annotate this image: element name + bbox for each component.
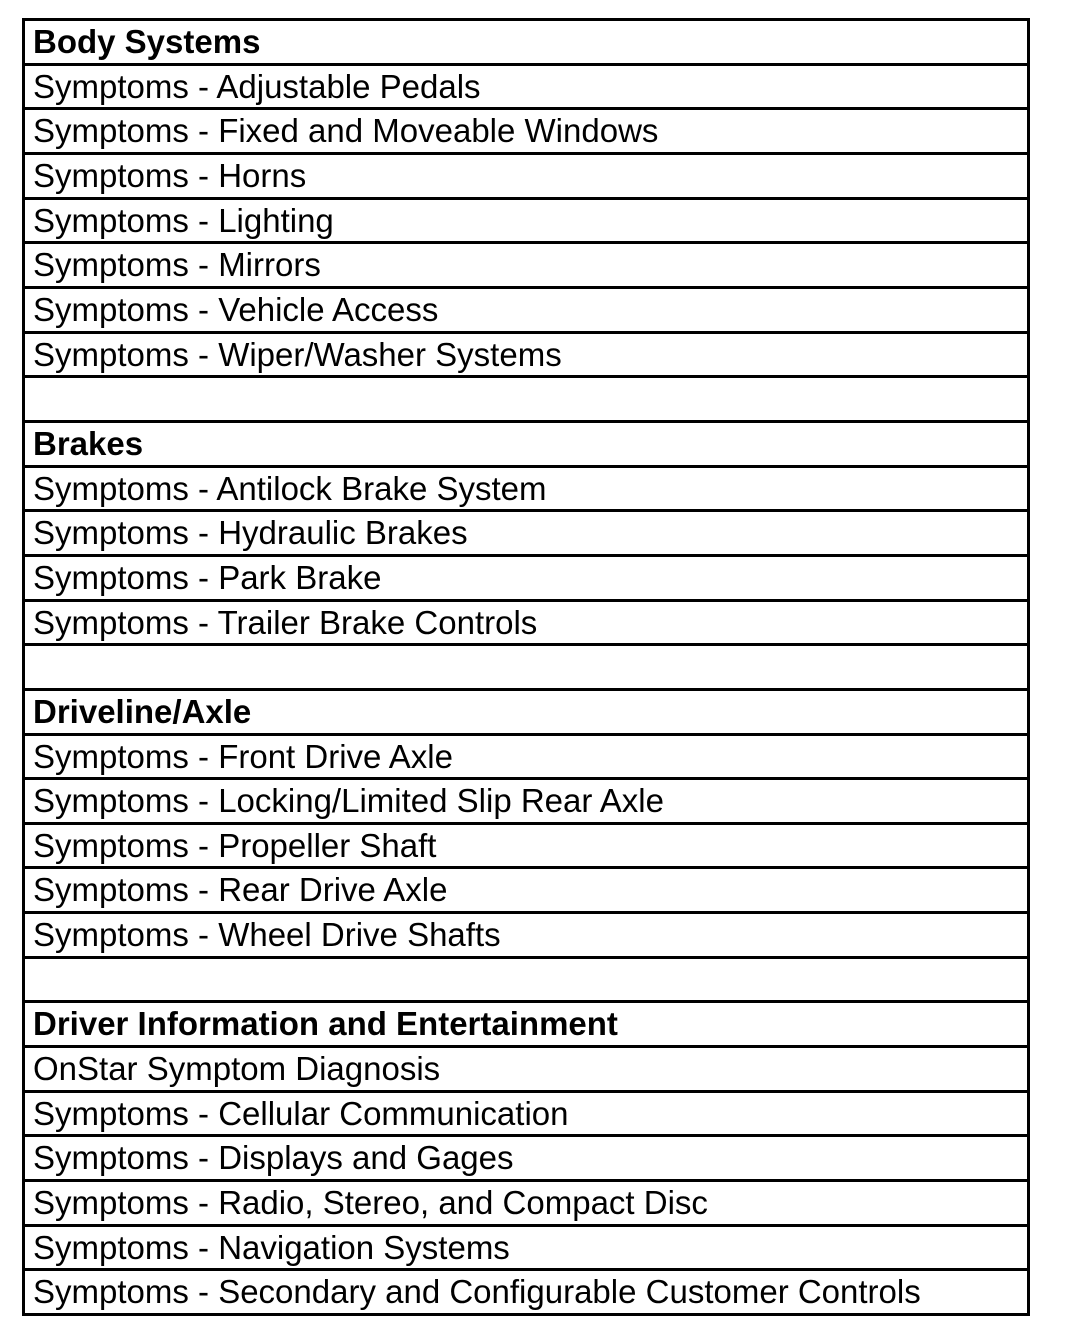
list-item-hydraulic-brakes[interactable]: Symptoms - Hydraulic Brakes bbox=[25, 512, 1027, 557]
list-item-antilock-brake-system[interactable]: Symptoms - Antilock Brake System bbox=[25, 468, 1027, 513]
list-item-front-drive-axle[interactable]: Symptoms - Front Drive Axle bbox=[25, 736, 1027, 781]
symptom-table bbox=[22, 18, 1030, 1316]
list-item-park-brake[interactable]: Symptoms - Park Brake bbox=[25, 557, 1027, 602]
list-item-lighting[interactable]: Symptoms - Lighting bbox=[25, 200, 1027, 245]
section-heading-body-systems: Body Systems bbox=[25, 21, 1027, 66]
section-heading-brakes: Brakes bbox=[25, 423, 1027, 468]
list-item-horns[interactable]: Symptoms - Horns bbox=[25, 155, 1027, 200]
list-item-fixed-moveable-windows[interactable]: Symptoms - Fixed and Moveable Windows bbox=[25, 110, 1027, 155]
list-item-secondary-configurable-controls[interactable]: Symptoms - Secondary and Configurable Customer Controls bbox=[33, 1273, 921, 1311]
spacer-row bbox=[25, 646, 1027, 691]
section-heading-driver-information-entertainment: Driver Information and Entertainment bbox=[25, 1003, 1027, 1048]
list-item-adjustable-pedals[interactable]: Symptoms - Adjustable Pedals bbox=[25, 66, 1027, 111]
section-heading-driveline-axle: Driveline/Axle bbox=[25, 691, 1027, 736]
list-item-propeller-shaft[interactable]: Symptoms - Propeller Shaft bbox=[25, 825, 1027, 870]
list-item-locking-limited-slip-rear-axle[interactable]: Symptoms - Locking/Limited Slip Rear Axle bbox=[25, 780, 1027, 825]
list-item-onstar-symptom-diagnosis[interactable]: OnStar Symptom Diagnosis bbox=[25, 1048, 1027, 1093]
list-item-wheel-drive-shafts[interactable]: Symptoms - Wheel Drive Shafts bbox=[25, 914, 1027, 959]
list-item-rear-drive-axle[interactable]: Symptoms - Rear Drive Axle bbox=[25, 869, 1027, 914]
spacer-row bbox=[25, 378, 1027, 423]
list-item-trailer-brake-controls[interactable]: Symptoms - Trailer Brake Controls bbox=[25, 602, 1027, 647]
list-item-wiper-washer-systems[interactable]: Symptoms - Wiper/Washer Systems bbox=[25, 334, 1027, 379]
list-item-mirrors[interactable]: Symptoms - Mirrors bbox=[25, 244, 1027, 289]
spacer-row bbox=[25, 959, 1027, 1004]
list-item-displays-and-gages[interactable]: Symptoms - Displays and Gages bbox=[25, 1137, 1027, 1182]
list-item-vehicle-access[interactable]: Symptoms - Vehicle Access bbox=[25, 289, 1027, 334]
list-item-navigation-systems[interactable]: Symptoms - Navigation Systems bbox=[25, 1227, 1027, 1272]
list-item-radio-stereo-compact-disc[interactable]: Symptoms - Radio, Stereo, and Compact Disc bbox=[25, 1182, 1027, 1227]
list-item-cellular-communication[interactable]: Symptoms - Cellular Communication bbox=[25, 1093, 1027, 1138]
